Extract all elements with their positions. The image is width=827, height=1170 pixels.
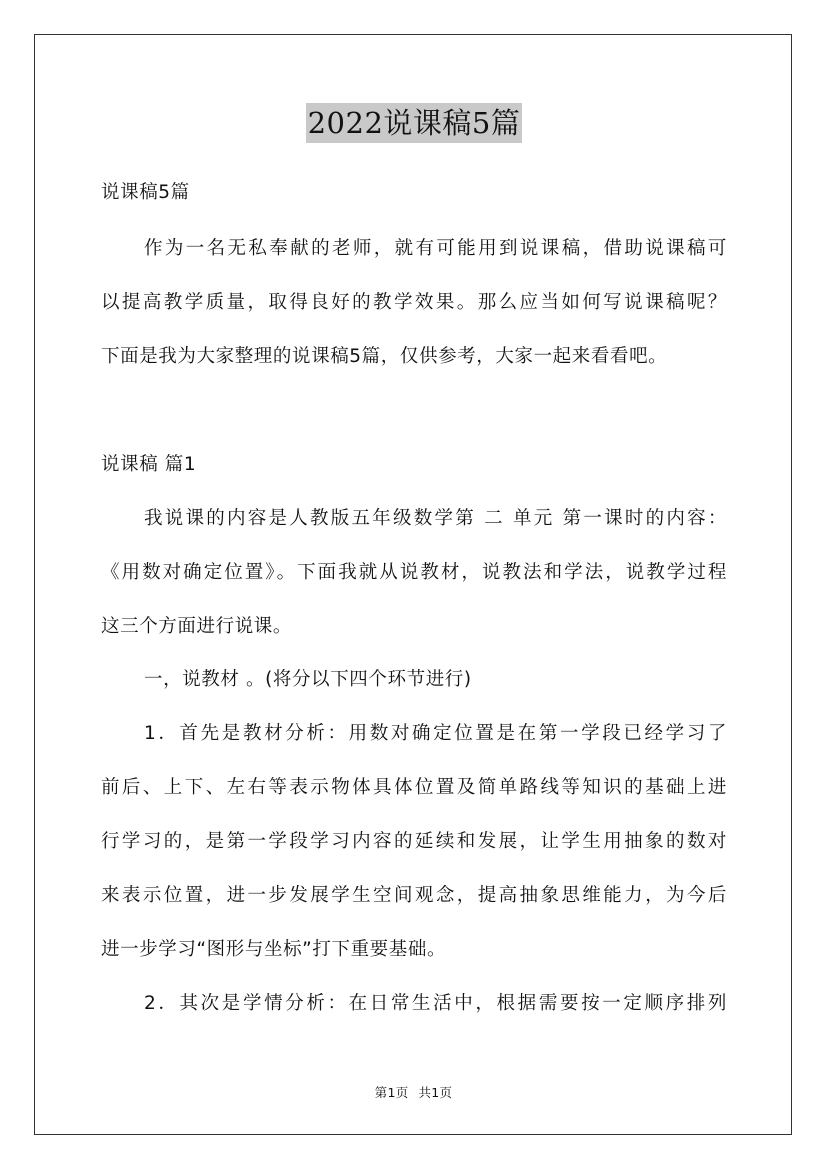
- page-footer: [0, 1083, 827, 1101]
- point1-1-line-3: 行学习的，是第一学段学习内容的延续和发展，让学生用抽象的数对: [101, 831, 727, 852]
- point1-1-line-1: 1．首先是教材分析：用数对确定位置是在第一学段已经学习了: [144, 723, 727, 744]
- para1-line-2: 《用数对确定位置》。下面我就从说教材，说教法和学法，说教学过程: [101, 562, 727, 583]
- page-number-current: 第1页: [374, 1085, 409, 1100]
- point1-1-line-2: 前后、上下、左右等表示物体具体位置及简单路线等知识的基础上进: [101, 777, 727, 798]
- point1-2-line-1: 2．其次是学情分析：在日常生活中，根据需要按一定顺序排列: [144, 993, 727, 1014]
- point1-1-line-5: 进一步学习“图形与坐标”打下重要基础。: [101, 939, 447, 960]
- point1-heading: 一，说教材 。(将分以下四个环节进行): [144, 669, 472, 690]
- intro-line-1: 作为一名无私奉献的老师，就有可能用到说课稿，借助说课稿可: [144, 238, 727, 259]
- intro-line-3: 下面是我为大家整理的说课稿5篇，仅供参考，大家一起来看看吧。: [101, 346, 668, 367]
- intro-line-2: 以提高教学质量，取得良好的教学效果。那么应当如何写说课稿呢？: [101, 292, 727, 313]
- para1-line-3: 这三个方面进行说课。: [101, 616, 293, 637]
- point1-1-line-4: 来表示位置，进一步发展学生空间观念，提高抽象思维能力，为今后: [101, 885, 727, 906]
- page-number-total: 共1页: [418, 1085, 453, 1100]
- para1-line-1: 我说课的内容是人教版五年级数学第 二 单元 第一课时的内容：: [144, 508, 727, 529]
- section-heading: 说课稿 篇1: [101, 454, 197, 475]
- document-title: 2022说课稿5篇: [306, 103, 523, 143]
- document-subtitle: 说课稿5篇: [101, 182, 190, 203]
